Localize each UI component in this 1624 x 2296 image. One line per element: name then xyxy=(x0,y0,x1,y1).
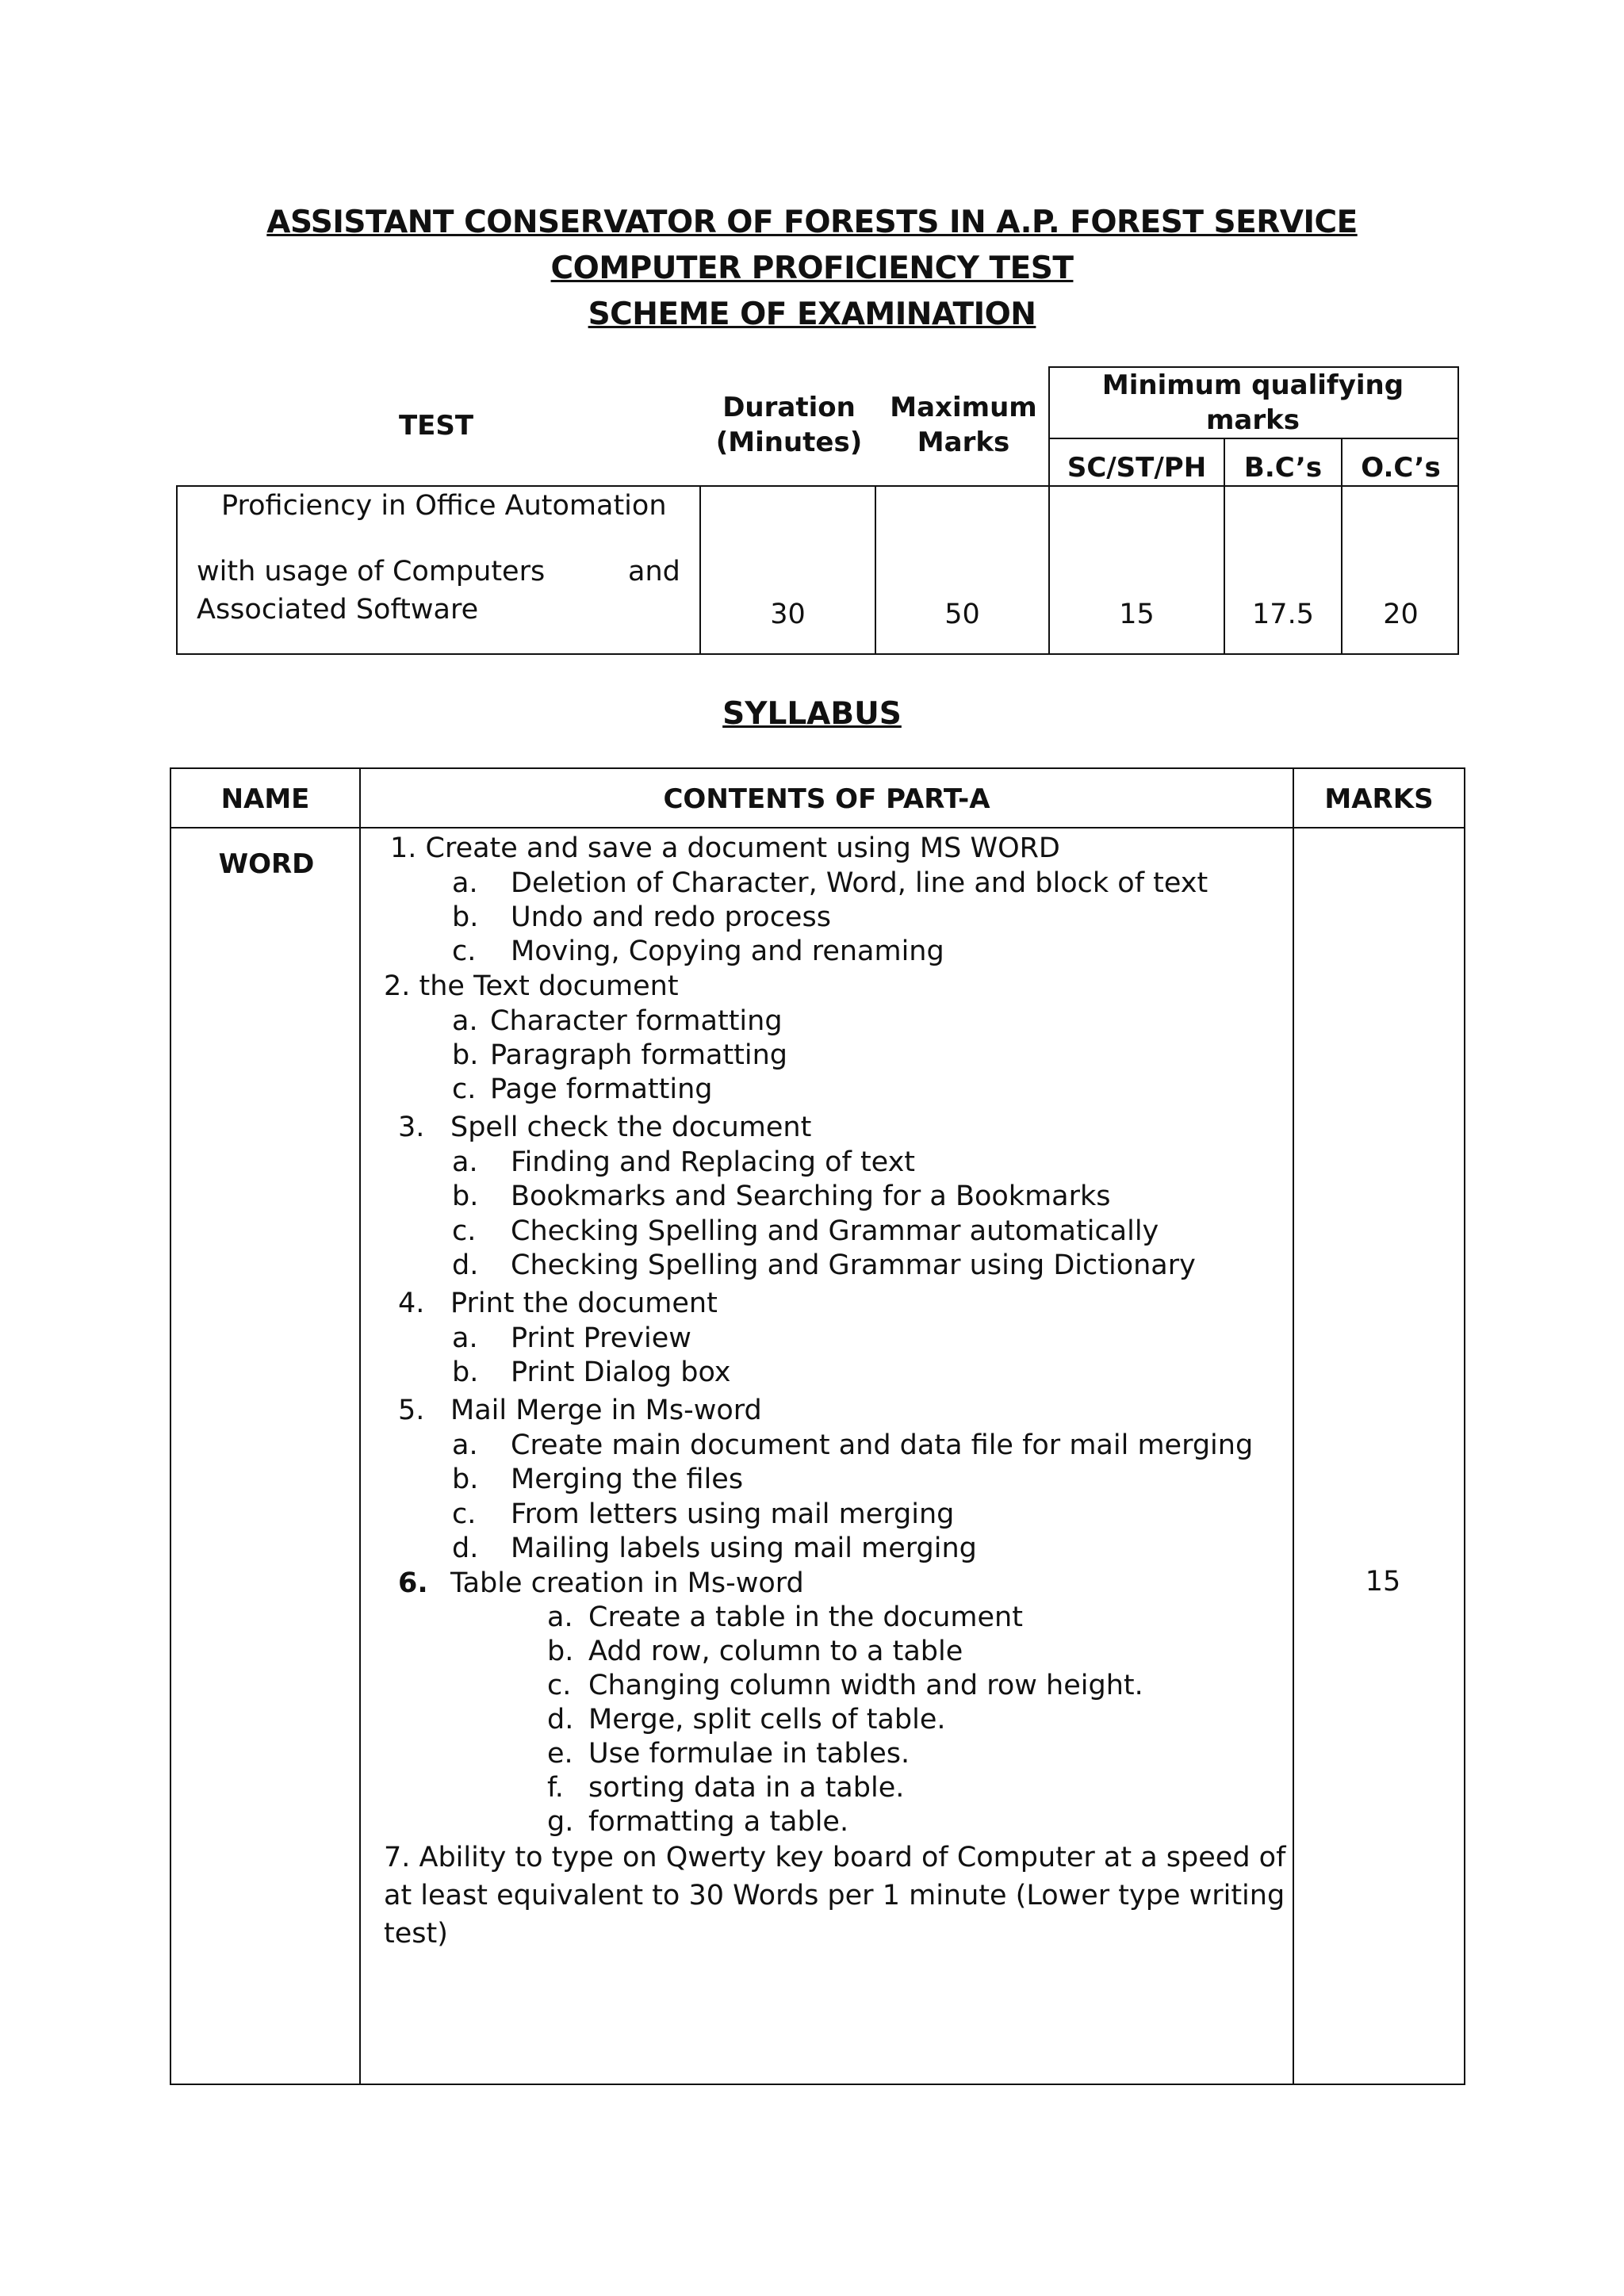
syllabus-line-text: Finding and Replacing of text xyxy=(511,1146,916,1178)
syllabus-line-marker: a. xyxy=(547,1601,573,1633)
syllabus-line-marker: a. xyxy=(452,1146,478,1178)
syllabus-line-text: Print Preview xyxy=(511,1322,691,1354)
syllabus-line-text: Deletion of Character, Word, line and block of text xyxy=(511,867,1208,899)
test-desc-line3: Associated Software xyxy=(197,594,479,626)
document-headings xyxy=(0,200,1624,338)
syllabus-line-text: Character formatting xyxy=(490,1005,783,1037)
syllabus-line-marker: c. xyxy=(452,1498,477,1530)
max-marks-value: 50 xyxy=(944,599,980,630)
syllabus-marks-value: 15 xyxy=(1365,1566,1401,1598)
syllabus-line-text: Merging the files xyxy=(511,1464,744,1495)
syllabus-line-text: Mail Merge in Ms-word xyxy=(450,1395,762,1426)
syllabus-line-text: Use formulae in tables. xyxy=(588,1738,910,1770)
syllabus-line-marker: b. xyxy=(547,1636,574,1667)
syllabus-line-text: Paragraph formatting xyxy=(490,1039,788,1071)
syllabus-line-text: formatting a table. xyxy=(588,1806,849,1838)
scheme-title: SCHEME OF EXAMINATION xyxy=(588,297,1036,332)
syllabus-title: SYLLABUS xyxy=(722,696,902,732)
syllabus-line-marker: a. xyxy=(452,1005,478,1037)
document-title: ASSISTANT CONSERVATOR OF FORESTS IN A.P. FOREST SERVICE xyxy=(266,205,1358,240)
syllabus-line-marker: b. xyxy=(452,1464,479,1495)
syllabus-line-marker: d. xyxy=(547,1704,574,1735)
scheme-col-duration: Duration (Minutes) xyxy=(715,392,863,458)
syllabus-line-text: Mailing labels using mail merging xyxy=(511,1533,977,1564)
syllabus-line-text: Merge, split cells of table. xyxy=(588,1704,946,1735)
sc-st-ph-value: 15 xyxy=(1119,599,1155,630)
duration-value: 30 xyxy=(770,599,806,630)
syllabus-line-text: sorting data in a table. xyxy=(588,1772,905,1804)
syllabus-line-marker: b. xyxy=(452,1039,479,1071)
syllabus-line-marker: a. xyxy=(452,1429,478,1461)
syllabus-line-marker: c. xyxy=(452,1215,477,1247)
syllabus-line-marker: c. xyxy=(452,936,477,967)
syllabus-name-word: WORD xyxy=(218,848,315,880)
syllabus-header-divider xyxy=(170,827,1465,828)
syllabus-line-text: Page formatting xyxy=(490,1073,713,1105)
test-desc-line2-end: and xyxy=(628,556,680,587)
syllabus-line-text: 2. the Text document xyxy=(384,970,679,1002)
syllabus-line-text: From letters using mail merging xyxy=(511,1498,955,1530)
syllabus-line-text: test) xyxy=(384,1918,448,1950)
syllabus-line-marker: a. xyxy=(452,867,478,899)
syllabus-line-marker: 5. xyxy=(398,1395,425,1426)
syllabus-line-text: Undo and redo process xyxy=(511,901,831,933)
subcol-bcs: B.C’s xyxy=(1243,452,1323,484)
syllabus-line-marker: d. xyxy=(452,1249,479,1281)
syllabus-line-marker: b. xyxy=(452,1357,479,1388)
syllabus-line-text: Checking Spelling and Grammar using Dictionary xyxy=(511,1249,1196,1281)
syllabus-line-text: Checking Spelling and Grammar automatically xyxy=(511,1215,1159,1247)
syllabus-line-marker: b. xyxy=(452,901,479,933)
syllabus-line-marker: e. xyxy=(547,1738,573,1770)
syllabus-col-contents: CONTENTS OF PART-A xyxy=(663,783,990,815)
scheme-col-min-qualifying: Minimum qualifying marks xyxy=(1101,369,1404,436)
syllabus-line-text: 1. Create and save a document using MS WORD xyxy=(390,832,1060,864)
syllabus-line-text: Moving, Copying and renaming xyxy=(511,936,944,967)
test-desc-line2: with usage of Computers xyxy=(197,556,546,587)
document-subtitle: COMPUTER PROFICIENCY TEST xyxy=(550,251,1074,286)
syllabus-line-marker: c. xyxy=(452,1073,477,1105)
syllabus-line-text: at least equivalent to 30 Words per 1 minute (Lower type writing xyxy=(384,1880,1285,1911)
syllabus-col-name: NAME xyxy=(220,783,310,815)
syllabus-line-marker: 4. xyxy=(398,1288,425,1319)
syllabus-col-divider xyxy=(359,767,361,2085)
syllabus-line-text: Print Dialog box xyxy=(511,1357,731,1388)
syllabus-line-marker: a. xyxy=(452,1322,478,1354)
syllabus-line-marker: b. xyxy=(452,1181,479,1212)
test-desc-line1: Proficiency in Office Automation xyxy=(221,490,667,522)
subcol-sc-st-ph: SC/ST/PH xyxy=(1067,452,1207,484)
scheme-col-test: TEST xyxy=(398,410,474,442)
header-divider xyxy=(1048,438,1459,439)
syllabus-line-text: Create a table in the document xyxy=(588,1601,1023,1633)
syllabus-line-marker: c. xyxy=(547,1670,572,1701)
syllabus-line-text: Add row, column to a table xyxy=(588,1636,963,1667)
subcol-ocs: O.C’s xyxy=(1361,452,1441,484)
syllabus-col-marks: MARKS xyxy=(1324,783,1434,815)
syllabus-line-marker: g. xyxy=(547,1806,574,1838)
ocs-value: 20 xyxy=(1383,599,1419,630)
scheme-col-max-marks: Maximum Marks xyxy=(890,392,1037,458)
syllabus-line-text: Print the document xyxy=(450,1288,718,1319)
syllabus-line-text: Create main document and data file for mail merging xyxy=(511,1429,1254,1461)
syllabus-line-marker: f. xyxy=(547,1772,564,1804)
syllabus-line-text: Table creation in Ms-word xyxy=(450,1567,804,1599)
bcs-value: 17.5 xyxy=(1252,599,1314,630)
syllabus-col-divider xyxy=(1293,767,1294,2085)
syllabus-line-text: Changing column width and row height. xyxy=(588,1670,1143,1701)
syllabus-line-text: Spell check the document xyxy=(450,1112,812,1143)
syllabus-line-marker: d. xyxy=(452,1533,479,1564)
syllabus-line-marker: 3. xyxy=(398,1112,425,1143)
syllabus-line-text: Bookmarks and Searching for a Bookmarks xyxy=(511,1181,1111,1212)
syllabus-line-text: 7. Ability to type on Qwerty key board of Computer at a speed of xyxy=(384,1842,1286,1873)
syllabus-line-marker: 6. xyxy=(398,1567,428,1599)
